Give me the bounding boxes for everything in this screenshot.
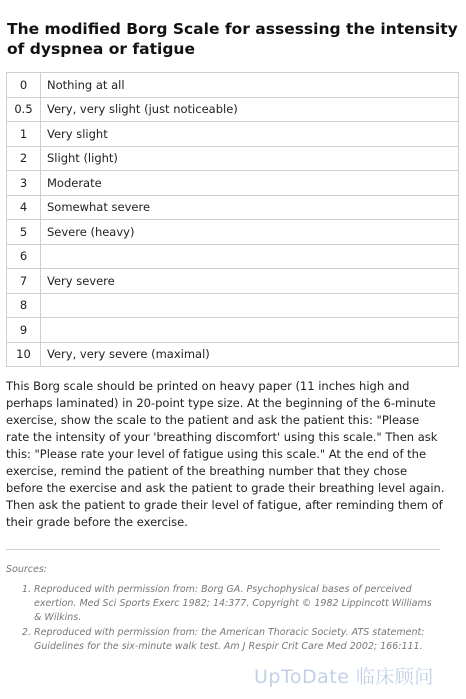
sources-list [6,583,442,654]
scale-description: Nothing at all [41,73,459,98]
page [0,19,466,654]
source-item: 1. Reproduced with permission from: Borg GA. Psychophysical bases of perceived exertion. Med Sci Sports Exerc 1982; 14:377. Copyright © 1982 Lippincott Williams & Wilkins. [34,583,442,625]
sources-label: Sources: [6,564,47,575]
scale-description: Very slight [41,122,459,147]
scale-score: 8 [7,293,41,318]
scale-score: 9 [7,318,41,343]
watermark: UpToDate 临床顾问 [254,666,434,688]
scale-score: 0.5 [7,97,41,122]
table-row [7,73,459,98]
table-row [7,342,459,367]
source-item: 2. Reproduced with permission from: the American Thoracic Society. ATS statement: Guidelines for the six-minute walk test. Am J Respir Crit Care Med 2002; 166:111. [34,626,442,654]
table-row [7,318,459,343]
table-row [7,122,459,147]
scale-description: Very severe [41,269,459,294]
scale-description: Slight (light) [41,146,459,171]
scale-description: Very, very slight (just noticeable) [41,97,459,122]
scale-description: Severe (heavy) [41,220,459,245]
table-row [7,220,459,245]
scale-score: 0 [7,73,41,98]
scale-score: 10 [7,342,41,367]
scale-score: 4 [7,195,41,220]
instructions-paragraph: This Borg scale should be printed on heavy paper (11 inches high and perhaps laminated) in 20-point type size. At the beginning of the 6-minute exercise, show the scale to the patient and ask the patient this: "Please rate the intensity of your 'breathing discomfort' using this scale." Then ask this: "Please rate your level of fatigue using this scale." At the end of the exercise, remind the patient of the breathing number that they chose before the exercise and ask the patient to grade their breathing level again. Then ask the patient to grade their level of fatigue, after reminding them of their grade before the exercise. [6,379,445,529]
scale-score: 2 [7,146,41,171]
page-title: The modified Borg Scale for assessing the intensity of dyspnea or fatigue [7,20,458,58]
scale-description [41,293,459,318]
scale-score: 7 [7,269,41,294]
table-row [7,195,459,220]
table-row [7,293,459,318]
table-row [7,97,459,122]
scale-description [41,318,459,343]
table-row [7,171,459,196]
scale-score: 6 [7,244,41,269]
table-row [7,244,459,269]
scale-score: 3 [7,171,41,196]
scale-description: Moderate [41,171,459,196]
table-row [7,146,459,171]
scale-description: Somewhat severe [41,195,459,220]
scale-score: 5 [7,220,41,245]
scale-score: 1 [7,122,41,147]
scale-description: Very, very severe (maximal) [41,342,459,367]
borg-scale-table [6,72,459,367]
scale-description [41,244,459,269]
table-row [7,269,459,294]
divider [6,549,440,550]
